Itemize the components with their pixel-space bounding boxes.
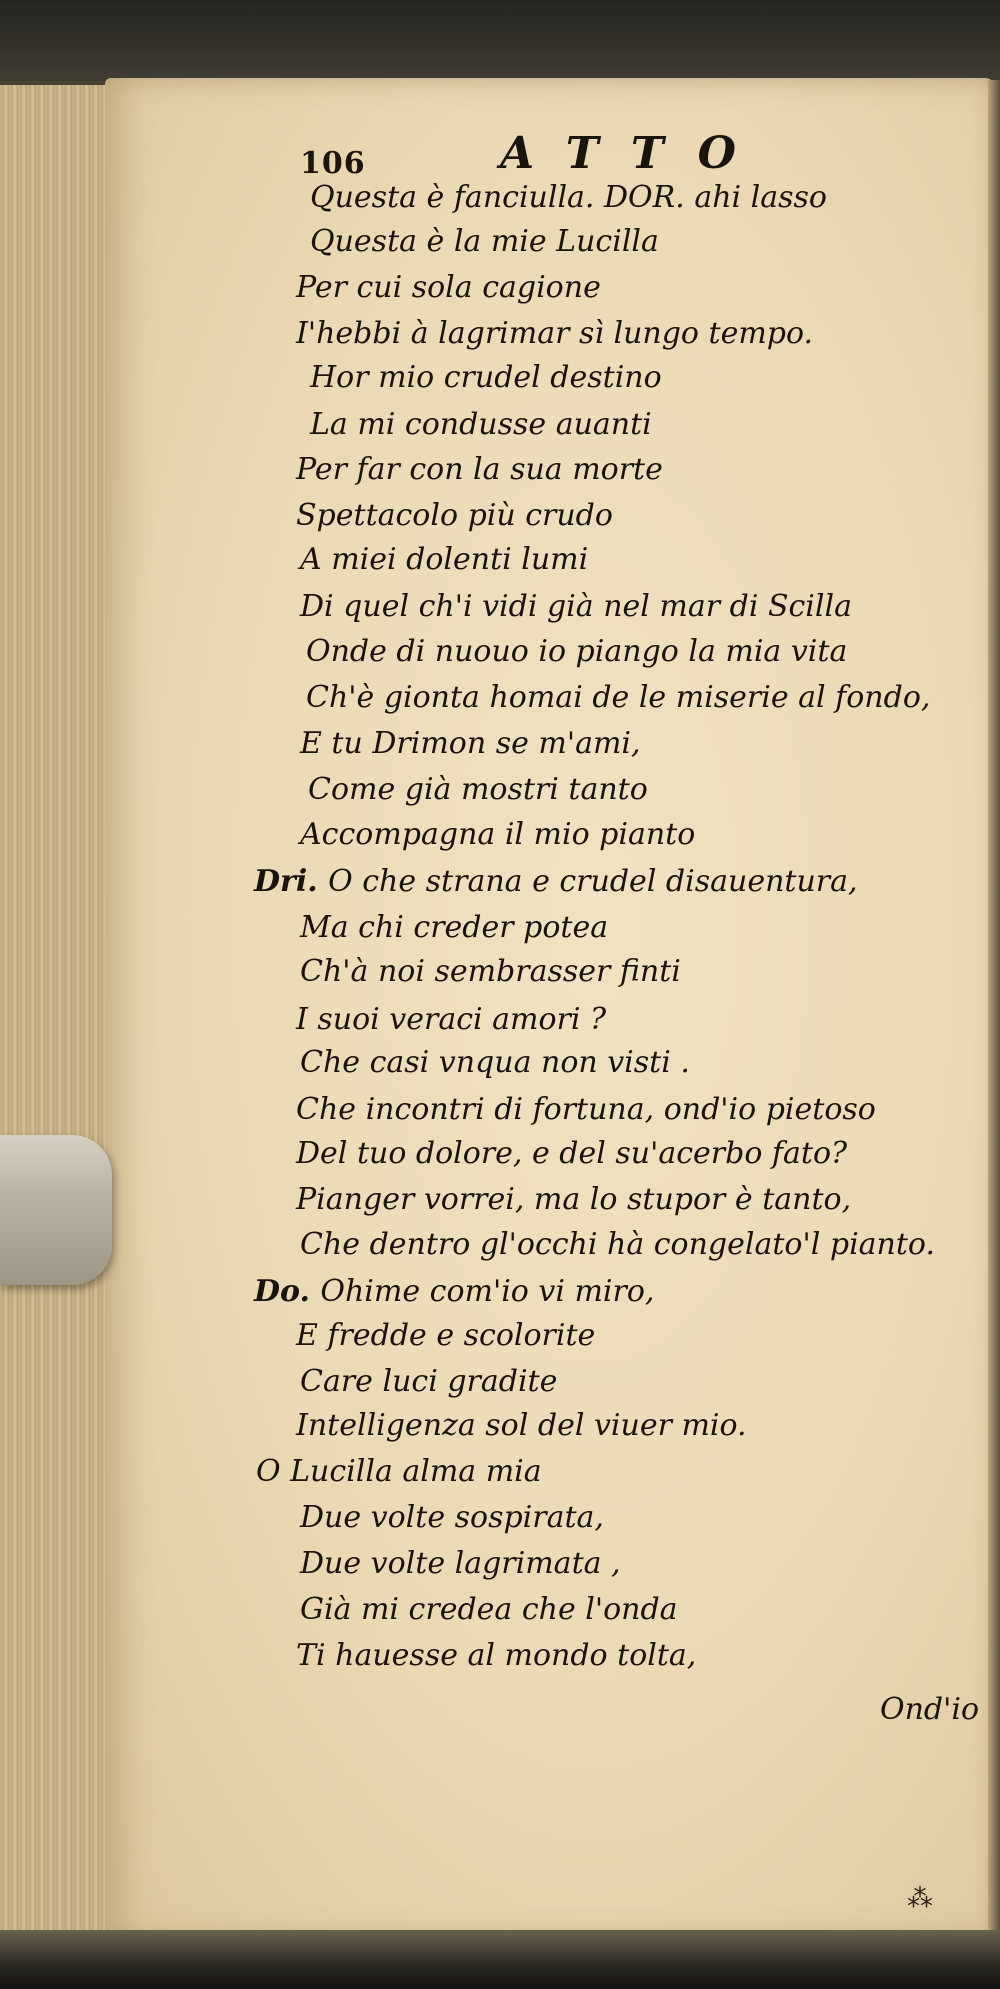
verse-line-text: Di quel ch'i vidi già nel mar di Scilla xyxy=(300,589,852,624)
verse-line xyxy=(306,678,930,718)
verse-line-text: Ohime com'io vi miro, xyxy=(320,1274,655,1309)
verse-line-text: Come già mostri tanto xyxy=(308,772,648,807)
verse-line xyxy=(300,1225,935,1265)
verse-line xyxy=(296,450,663,490)
verse-line-text: Intelligenza sol del viuer mio. xyxy=(296,1408,747,1443)
signature-mark: ⁂ xyxy=(907,1884,933,1914)
verse-line xyxy=(300,1544,621,1584)
verse-line-text: Ti hauesse al mondo tolta, xyxy=(296,1638,697,1673)
verse-line-text: E fredde e scolorite xyxy=(296,1318,596,1353)
verse-line xyxy=(310,405,652,445)
verse-line xyxy=(296,1000,606,1040)
verse-line xyxy=(296,1180,851,1220)
verse-line xyxy=(296,1090,876,1130)
verse-line xyxy=(308,770,648,810)
verse-line xyxy=(300,1498,604,1538)
verse-line xyxy=(310,358,662,398)
page-number: 106 xyxy=(300,146,366,181)
verse-line-text: Ch'à noi sembrasser finti xyxy=(300,954,681,989)
verse-line xyxy=(296,1134,847,1174)
verse-line xyxy=(300,587,852,627)
verse-line-text: Ma chi creder potea xyxy=(300,910,609,945)
verse-line xyxy=(256,1452,542,1492)
verse-line xyxy=(300,952,681,992)
verse-line xyxy=(296,1316,595,1356)
verse-line xyxy=(300,1590,678,1630)
verse-line xyxy=(300,815,695,855)
speaker-label: Do. xyxy=(254,1274,321,1309)
verse-line-text: Questa è la mie Lucilla xyxy=(310,224,659,259)
verse-line-text: Per far con la sua morte xyxy=(296,452,663,487)
verse-line xyxy=(310,178,827,218)
verse-line xyxy=(300,540,588,580)
verse-line-text: Che incontri di fortuna, ond'io pietoso xyxy=(296,1092,876,1127)
verse-line xyxy=(254,1272,654,1312)
verse-line xyxy=(300,1043,690,1083)
verse-line xyxy=(310,222,659,262)
verse-line-text: I suoi veraci amori ? xyxy=(296,1002,607,1037)
verse-line-text: Due volte sospirata, xyxy=(300,1500,604,1535)
verse-line-text: Care luci gradite xyxy=(300,1364,558,1399)
verse-line-text: Spettacolo più crudo xyxy=(296,498,613,533)
verse-line xyxy=(296,314,813,354)
verse-line-text: Questa è fanciulla. DOR. ahi lasso xyxy=(310,180,827,215)
verse-line-text: Che casi vnqua non visti . xyxy=(300,1045,690,1080)
verse-line-text: Accompagna il mio pianto xyxy=(300,817,696,852)
verse-line-text: Pianger vorrei, ma lo stupor è tanto, xyxy=(296,1182,852,1217)
verse-line-text: O che strana e crudel disauentura, xyxy=(328,864,858,899)
verse-line xyxy=(254,862,858,902)
verse-line xyxy=(300,724,641,764)
verse-line xyxy=(296,268,601,308)
verse-line-text: La mi condusse auanti xyxy=(310,407,652,442)
verse-line-text: Hor mio crudel destino xyxy=(310,360,662,395)
verse-line-text: Già mi credea che l'onda xyxy=(300,1592,678,1627)
speaker-label: Dri. xyxy=(254,864,329,899)
verse-line-text: O Lucilla alma mia xyxy=(256,1454,542,1489)
verse-line xyxy=(306,632,847,672)
verse-line xyxy=(296,1636,696,1676)
verse-line-text: Per cui sola cagione xyxy=(296,270,601,305)
verse-line xyxy=(296,1406,747,1446)
catchword: Ond'io xyxy=(880,1692,980,1727)
running-head: ATTO xyxy=(500,128,770,179)
verse-line-text: A miei dolenti lumi xyxy=(300,542,589,577)
verse-line xyxy=(296,496,613,536)
verse-line-text: I'hebbi à lagrimar sì lungo tempo. xyxy=(296,316,814,351)
verse-line-text: Ch'è gionta homai de le miserie al fondo, xyxy=(306,680,931,715)
verse-line-text: E tu Drimon se m'ami, xyxy=(300,726,641,761)
verse-line xyxy=(300,1362,557,1402)
verse-line xyxy=(300,908,608,948)
verse-line-text: Che dentro gl'occhi hà congelato'l pianto. xyxy=(300,1227,935,1262)
verse-line-text: Due volte lagrimata , xyxy=(300,1546,621,1581)
verse-line-text: Onde di nuouo io piango la mia vita xyxy=(306,634,848,669)
verse-line-text: Del tuo dolore, e del su'acerbo fato? xyxy=(296,1136,848,1171)
